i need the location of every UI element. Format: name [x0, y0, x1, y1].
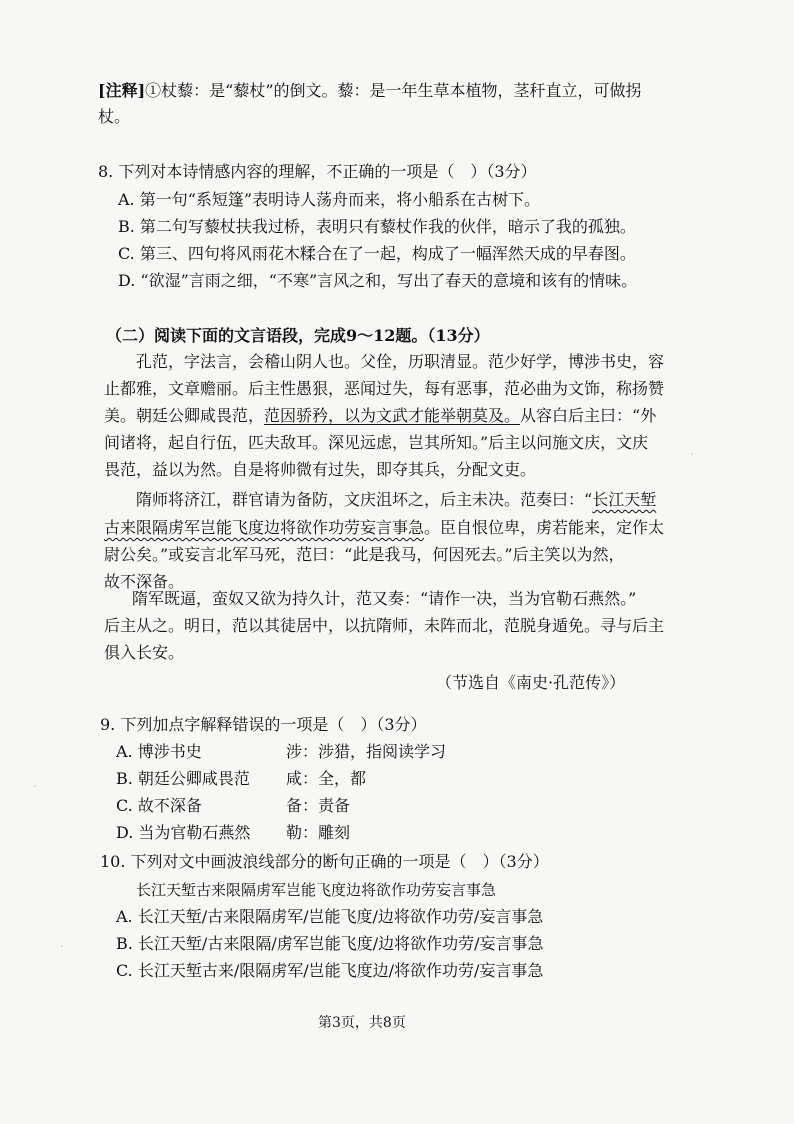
passage-p2-line-1-a: 隋师将济江，群官请为备防，文庆沮坏之，后主未决。范奏曰：“ [136, 490, 593, 509]
passage-p1-line-3-a: 美。朝廷公卿咸畏范， [104, 406, 265, 425]
q9-option-b [116, 768, 366, 790]
q10-option-a: A. 长江天堑/古来限隔虏军/岂能飞度/边将欲作功劳/妄言事急 [116, 907, 544, 926]
scan-speck: · [690, 448, 694, 461]
q9-option-b-gloss: 咸：全，都 [286, 769, 367, 788]
q10-option-c: C. 长江天堑古来/限隔虏军/岂能飞度边/将欲作功劳/妄言事急 [116, 961, 544, 980]
q8-stem: 8. 下列对本诗情感内容的理解，不正确的一项是（ ）（3分） [98, 162, 537, 181]
note-label: [注释] [98, 81, 146, 100]
note-line-2: 杖。 [98, 107, 131, 126]
q9-stem: 9. 下列加点字解释错误的一项是（ ）（3分） [100, 715, 427, 734]
section-2-heading: （二）阅读下面的文言语段，完成9～12题。（13分） [106, 326, 490, 345]
scan-speck: · [33, 780, 37, 793]
q9-option-d [116, 822, 350, 844]
scan-speck: · [60, 940, 64, 953]
wavy-sentence-part-2: 古来限隔虏军岂能飞度边将欲作功劳妄言事急 [104, 518, 425, 537]
q9-option-d-word: D. 当为官勒石燕然 [116, 823, 251, 842]
q9-option-a-word: A. 博涉书史 [116, 742, 202, 761]
passage-p1-line-4: 间诸将，起自行伍，匹夫敌耳。深见远虑，岂其所知。”后主以问施文庆，文庆 [104, 433, 649, 452]
q8-option-d: D. “欲湿”言雨之细，“不寒”言风之和，写出了春天的意境和该有的情味。 [118, 271, 638, 290]
page-number: 第3页，共8页 [318, 1015, 406, 1031]
q8-option-a: A. 第一句“系短篷”表明诗人荡舟而来，将小船系在古树下。 [118, 190, 541, 209]
note-text-1: ①杖藜：是“藜杖”的倒文。藜：是一年生草本植物，茎秆直立，可做拐 [145, 81, 642, 100]
passage-source: （节选自《南史·孔范传》） [436, 673, 626, 692]
note-line-1 [98, 80, 642, 102]
passage-p3-line-2: 后主从之。明日，范以其徒居中，以抗隋师，未阵而北，范脱身遁免。寻与后主 [104, 616, 665, 635]
q9-option-b-word: B. 朝廷公卿咸畏范 [116, 769, 250, 788]
q9-option-a-gloss: 涉：涉猎，指阅读学习 [286, 742, 447, 761]
q10-stem: 10. 下列对文中画波浪线部分的断句正确的一项是（ ）（3分） [100, 852, 549, 871]
passage-p3-line-3: 俱入长安。 [104, 643, 185, 662]
passage-p1-line-2: 止都雅，文章赡丽。后主性愚狠，恶闻过失，每有恶事，范必曲为文饰，称扬赞 [104, 379, 665, 398]
underlined-sentence: 范因骄矜，以为文武才能举朝莫及。 [264, 406, 521, 425]
q9-option-c [116, 795, 350, 817]
wavy-sentence-part-1: 长江天堑 [592, 490, 657, 509]
q10-text: 长江天堑古来限隔虏军岂能飞度边将欲作功劳妄言事急 [136, 881, 497, 899]
passage-p2-line-2 [104, 517, 664, 539]
passage-p1-line-1: 孔范，字法言，会稽山阴人也。父佺，历职清显。范少好学，博涉书史，容 [136, 352, 665, 371]
passage-p1-line-3-b: 从容白后主曰：“外 [520, 406, 657, 425]
q8-option-b: B. 第二句写藜杖扶我过桥，表明只有藜杖作我的伙伴，暗示了我的孤独。 [118, 217, 636, 236]
passage-p2-line-2-b: 。臣自恨位卑，虏若能来，定作太 [424, 518, 665, 537]
q9-option-c-gloss: 备：责备 [286, 796, 351, 815]
q8-option-c: C. 第三、四句将风雨花木糅合在了一起，构成了一幅浑然天成的早春图。 [118, 244, 636, 263]
passage-p2-line-1 [136, 489, 656, 511]
q10-option-b: B. 长江天堑/古来限隔/虏军岂能飞度/边将欲作功劳/妄言事急 [116, 934, 544, 953]
q9-option-a [116, 741, 446, 763]
passage-p1-line-5: 畏范，益以为然。自是将帅微有过失，即夺其兵，分配文吏。 [104, 460, 537, 479]
q9-option-d-gloss: 勒：雕刻 [286, 823, 351, 842]
passage-p2-line-4: 故不深备。 [104, 572, 185, 591]
passage-p2-line-3: 尉公矣。”或妄言北军马死，范曰：“此是我马，何因死去。”后主笑以为然， [104, 545, 625, 564]
passage-p3-line-1: 隋军既逼，蛮奴又欲为持久计，范又奏：“请作一决，当为官勒石燕然。” [132, 589, 637, 608]
q9-option-c-word: C. 故不深备 [116, 796, 202, 815]
passage-p1-line-3 [104, 405, 656, 427]
